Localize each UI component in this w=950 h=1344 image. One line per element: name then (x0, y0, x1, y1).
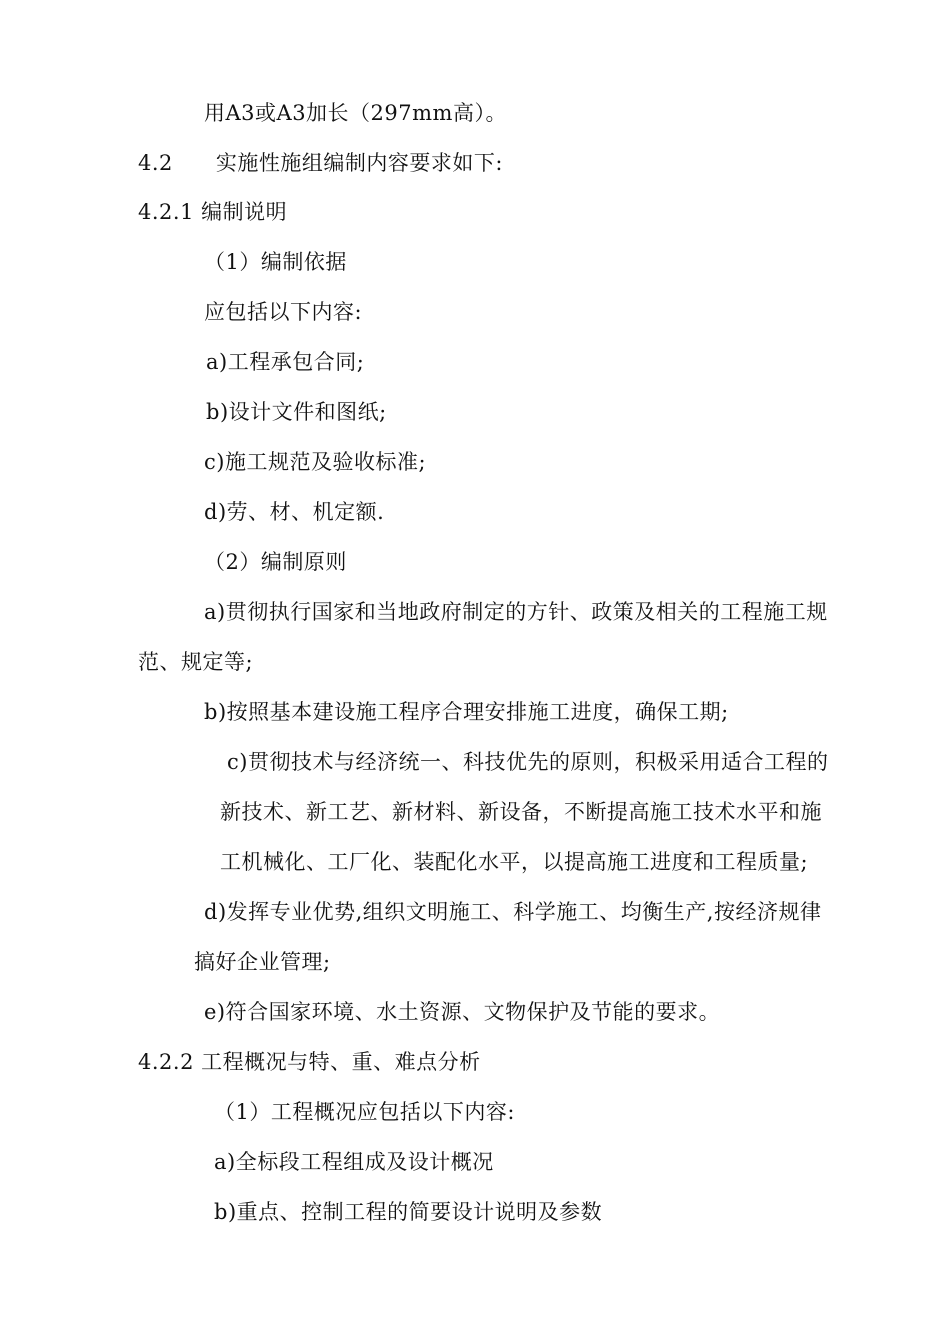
section-heading-4-2: 4.2 实施性施组编制内容要求如下: (138, 151, 503, 175)
subheading-basis: （1）编制依据 (204, 250, 347, 274)
section-heading-4-2-1: 4.2.1 编制说明 (138, 200, 288, 224)
section-heading-4-2-2: 4.2.2 工程概况与特、重、难点分析 (138, 1050, 481, 1074)
list-item: d)劳、材、机定额. (204, 500, 385, 524)
list-item: e)符合国家环境、水土资源、文物保护及节能的要求。 (204, 1000, 721, 1024)
text-line: 搞好企业管理; (194, 950, 331, 974)
text-line: 新技术、新工艺、新材料、新设备，不断提高施工技术水平和施 (220, 800, 822, 824)
text-line: 用A3或A3加长（297mm高）。 (204, 101, 507, 125)
list-item: a)全标段工程组成及设计概况 (214, 1150, 494, 1174)
subheading-overview: （1）工程概况应包括以下内容: (214, 1100, 515, 1124)
subheading-principles: （2）编制原则 (204, 550, 347, 574)
list-item: c)贯彻技术与经济统一、科技优先的原则，积极采用适合工程的 (227, 750, 829, 774)
list-item: c)施工规范及验收标准; (204, 450, 427, 474)
list-item: a)工程承包合同; (206, 350, 365, 374)
list-item: b)按照基本建设施工程序合理安排施工进度，确保工期; (204, 700, 729, 724)
list-item: b)重点、控制工程的简要设计说明及参数 (214, 1200, 603, 1224)
list-item: d)发挥专业优势,组织文明施工、科学施工、均衡生产,按经济规律 (204, 900, 822, 924)
text-line: 应包括以下内容: (204, 300, 363, 324)
text-line: 范、规定等; (138, 650, 254, 674)
text-line: 工机械化、工厂化、装配化水平，以提高施工进度和工程质量; (220, 850, 809, 874)
list-item: a)贯彻执行国家和当地政府制定的方针、政策及相关的工程施工规 (204, 600, 828, 624)
list-item: b)设计文件和图纸; (206, 400, 387, 424)
